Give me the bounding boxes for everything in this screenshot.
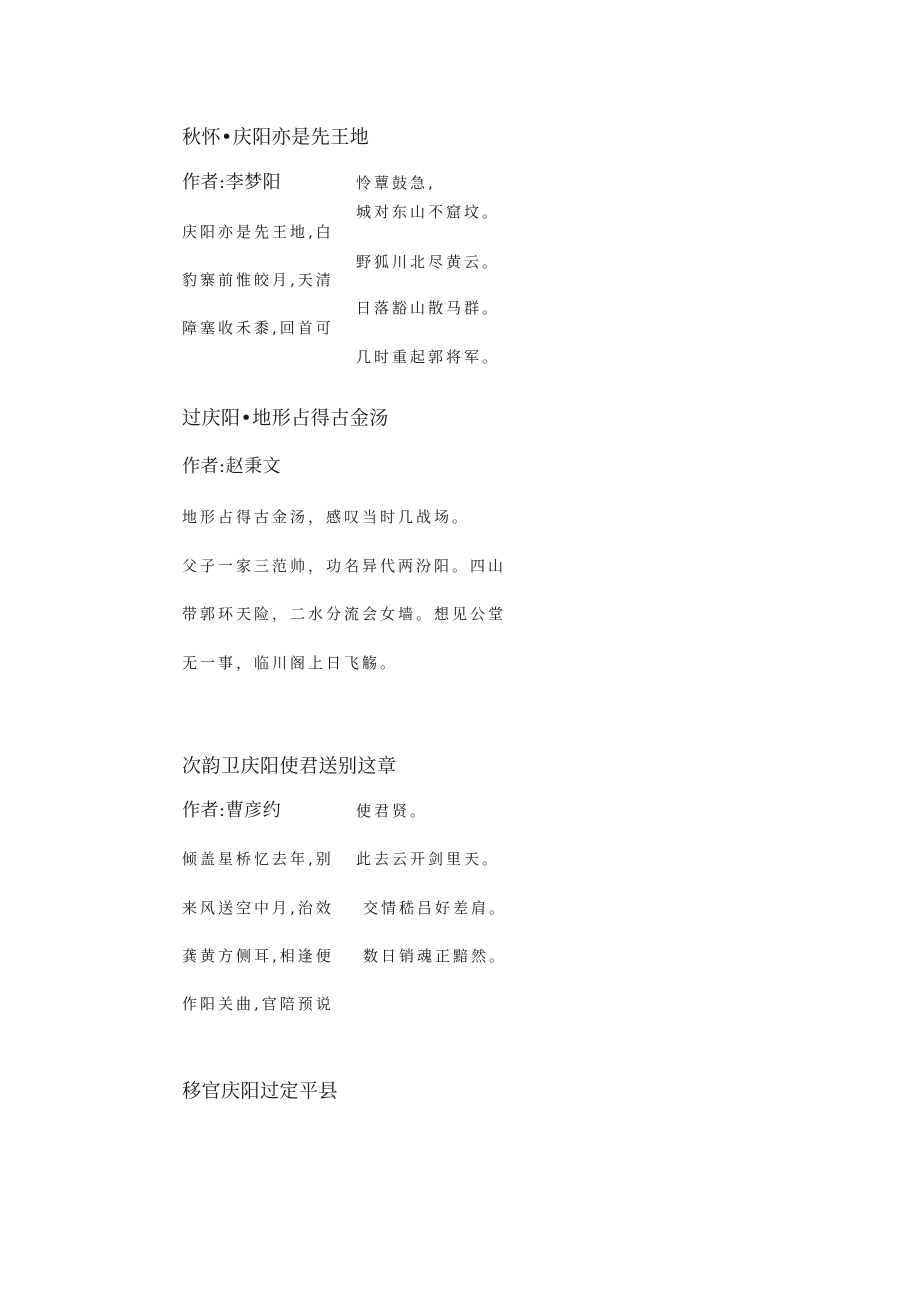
poem-author: 作者:赵秉文: [182, 456, 282, 477]
poem-line: 无一事，临川阁上日飞觞。: [182, 654, 399, 672]
poem-author: 作者:李梦阳: [182, 172, 282, 193]
poem-line: 倾盖星桥忆去年,别: [182, 850, 334, 868]
poem-line: 野狐川北尽黄云。: [356, 253, 501, 271]
poem-title: 移官庆阳过定平县: [182, 1080, 339, 1102]
poem-line: 此去云开剑里天。: [356, 850, 501, 868]
poem-line: 日落豁山散马群。: [356, 299, 501, 317]
poem-line: 龚黄方侧耳,相逢便: [182, 947, 334, 965]
poem-line: 使君贤。: [356, 802, 429, 820]
poem-line: 几时重起郭将军。: [356, 348, 501, 366]
poem-line: 城对东山不窟坟。: [356, 203, 501, 221]
poem-title: 次韵卫庆阳使君送别这章: [182, 755, 397, 777]
poem-author: 作者:曹彦约: [182, 800, 282, 821]
poem-line: 豹寨前惟皎月,天清: [182, 271, 334, 289]
poem-line: 交情嵇吕好差肩。: [363, 899, 508, 917]
poem-title: 过庆阳•地形占得古金汤: [182, 407, 389, 429]
poem-line: 带郭环天险，二水分流会女墙。想见公堂: [182, 605, 507, 623]
poem-line: 庆阳亦是先王地,白: [182, 223, 334, 241]
poem-line: 障塞收禾黍,回首可: [182, 319, 334, 337]
poem-line: 怜蕈鼓急,: [356, 174, 436, 192]
poem-line: 作阳关曲,官陪预说: [182, 995, 334, 1013]
poem-line: 来风送空中月,治效: [182, 899, 334, 917]
poem-line: 数日销魂正黯然。: [363, 947, 508, 965]
poem-line: 地形占得古金汤，感叹当时几战场。: [182, 508, 471, 526]
poem-title: 秋怀•庆阳亦是先王地: [182, 126, 370, 148]
poem-line: 父子一家三范帅，功名异代两汾阳。四山: [182, 557, 507, 575]
